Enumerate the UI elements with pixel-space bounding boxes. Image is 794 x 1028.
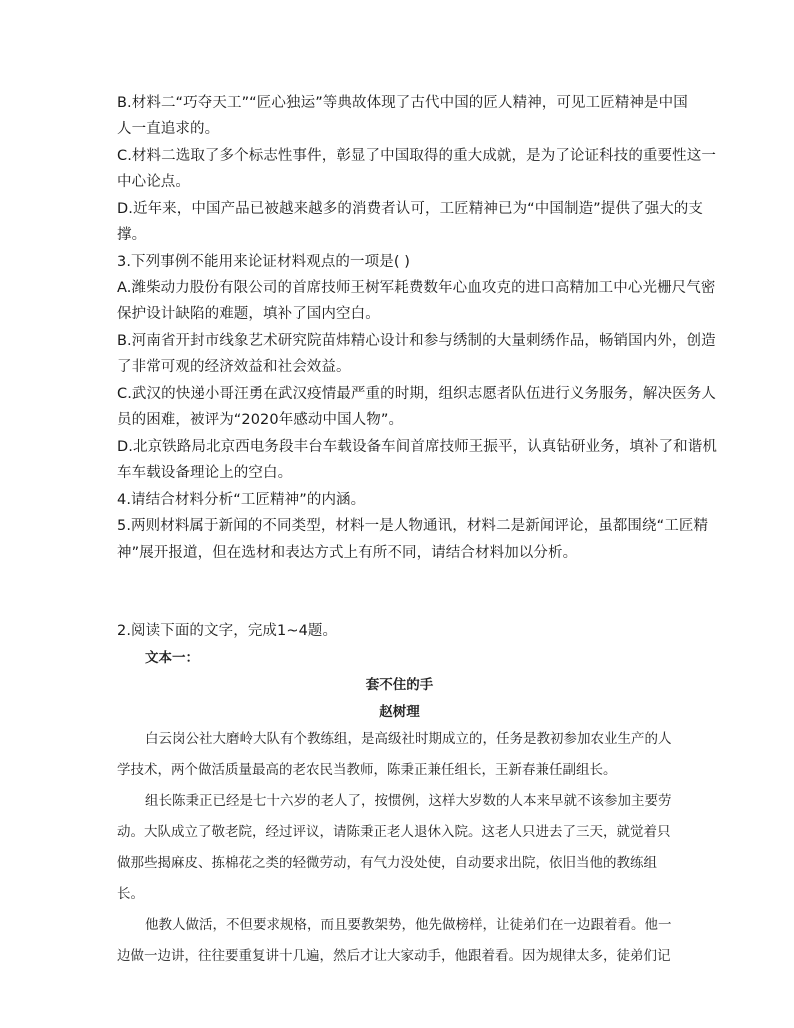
question-4: 4.请结合材料分析“工匠精神”的内涵。: [117, 492, 366, 508]
option-b-line2: 人一直追求的。: [117, 121, 220, 137]
q3-option-d-line2: 车车载设备理论上的空白。: [117, 465, 293, 481]
para3-line2: 边做一边讲，往往要重复讲十几遍，然后才让大家动手，他跟着看。因为规律太多，徒弟们记: [117, 948, 671, 964]
article-title: 套不住的手: [365, 677, 434, 693]
article-author: 赵树理: [379, 704, 420, 720]
para1-line1: 白云岗公社大磨岭大队有个教练组，是高级社时期成立的，任务是教初参加农业生产的人: [145, 731, 672, 747]
q3-option-c-line1: C.武汉的快递小哥汪勇在武汉疫情最严重的时期，组织志愿者队伍进行义务服务，解决医务人: [117, 386, 716, 402]
q3-option-a-line1: A.潍柴动力股份有限公司的首席技师王树军耗费数年心血攻克的进口高精加工中心光栅尺气密: [117, 280, 716, 296]
q3-option-c-line2: 员的困难，被评为“2020年感动中国人物”。: [117, 412, 404, 428]
option-b-line1: B.材料二“巧夺天工”“匠心独运”等典故体现了古代中国的匠人精神，可见工匠精神是中国: [117, 95, 688, 111]
para2-line1: 组长陈秉正已经是七十六岁的老人了，按惯例，这样大岁数的人本来早就不该参加主要劳: [145, 793, 672, 809]
para1-line2: 学技术，两个做活质量最高的老农民当教师，陈秉正兼任组长，王新春兼任副组长。: [117, 762, 617, 778]
question-5-line1: 5.两则材料属于新闻的不同类型，材料一是人物通讯，材料二是新闻评论，虽都围绕“工匠精: [117, 518, 709, 534]
q3-option-d-line1: D.北京铁路局北京西电务段丰台车载设备车间首席技师王振平，认真钻研业务，填补了和谐机: [117, 439, 717, 455]
para2-line4: 长。: [117, 886, 144, 902]
q3-option-b-line1: B.河南省开封市线象艺术研究院苗炜精心设计和参与绣制的大量刺绣作品，畅销国内外，创造: [117, 333, 716, 349]
reading-intro: 2.阅读下面的文字，完成1~4题。: [117, 623, 338, 639]
question-5-line2: 神”展开报道，但在选材和表达方式上有所不同，请结合材料加以分析。: [117, 545, 578, 561]
q3-option-a-line2: 保护设计缺陷的难题，填补了国内空白。: [117, 306, 380, 322]
para2-line2: 动。大队成立了敬老院，经过评议，请陈秉正老人退休入院。这老人只进去了三天，就觉着只: [117, 824, 671, 840]
q3-option-b-line2: 了非常可观的经济效益和社会效益。: [117, 359, 351, 375]
option-c-line1: C.材料二选取了多个标志性事件，彰显了中国取得的重大成就，是为了论证科技的重要性这一: [117, 148, 716, 164]
text-one-label: 文本一：: [145, 650, 199, 666]
option-d-line2: 撑。: [117, 227, 147, 243]
option-c-line2: 中心论点。: [117, 174, 190, 190]
para3-line1: 他教人做活，不但要求规格，而且要教架势，他先做榜样，让徒弟们在一边跟着看。他一: [145, 917, 672, 933]
question-3: 3.下列事例不能用来论证材料观点的一项是( ): [117, 254, 411, 270]
option-d-line1: D.近年来，中国产品已被越来越多的消费者认可，工匠精神已为“中国制造”提供了强大的支: [117, 201, 703, 217]
para2-line3: 做那些揭麻皮、拣棉花之类的轻微劳动，有气力没处使，自动要求出院，依旧当他的教练组: [117, 855, 657, 871]
